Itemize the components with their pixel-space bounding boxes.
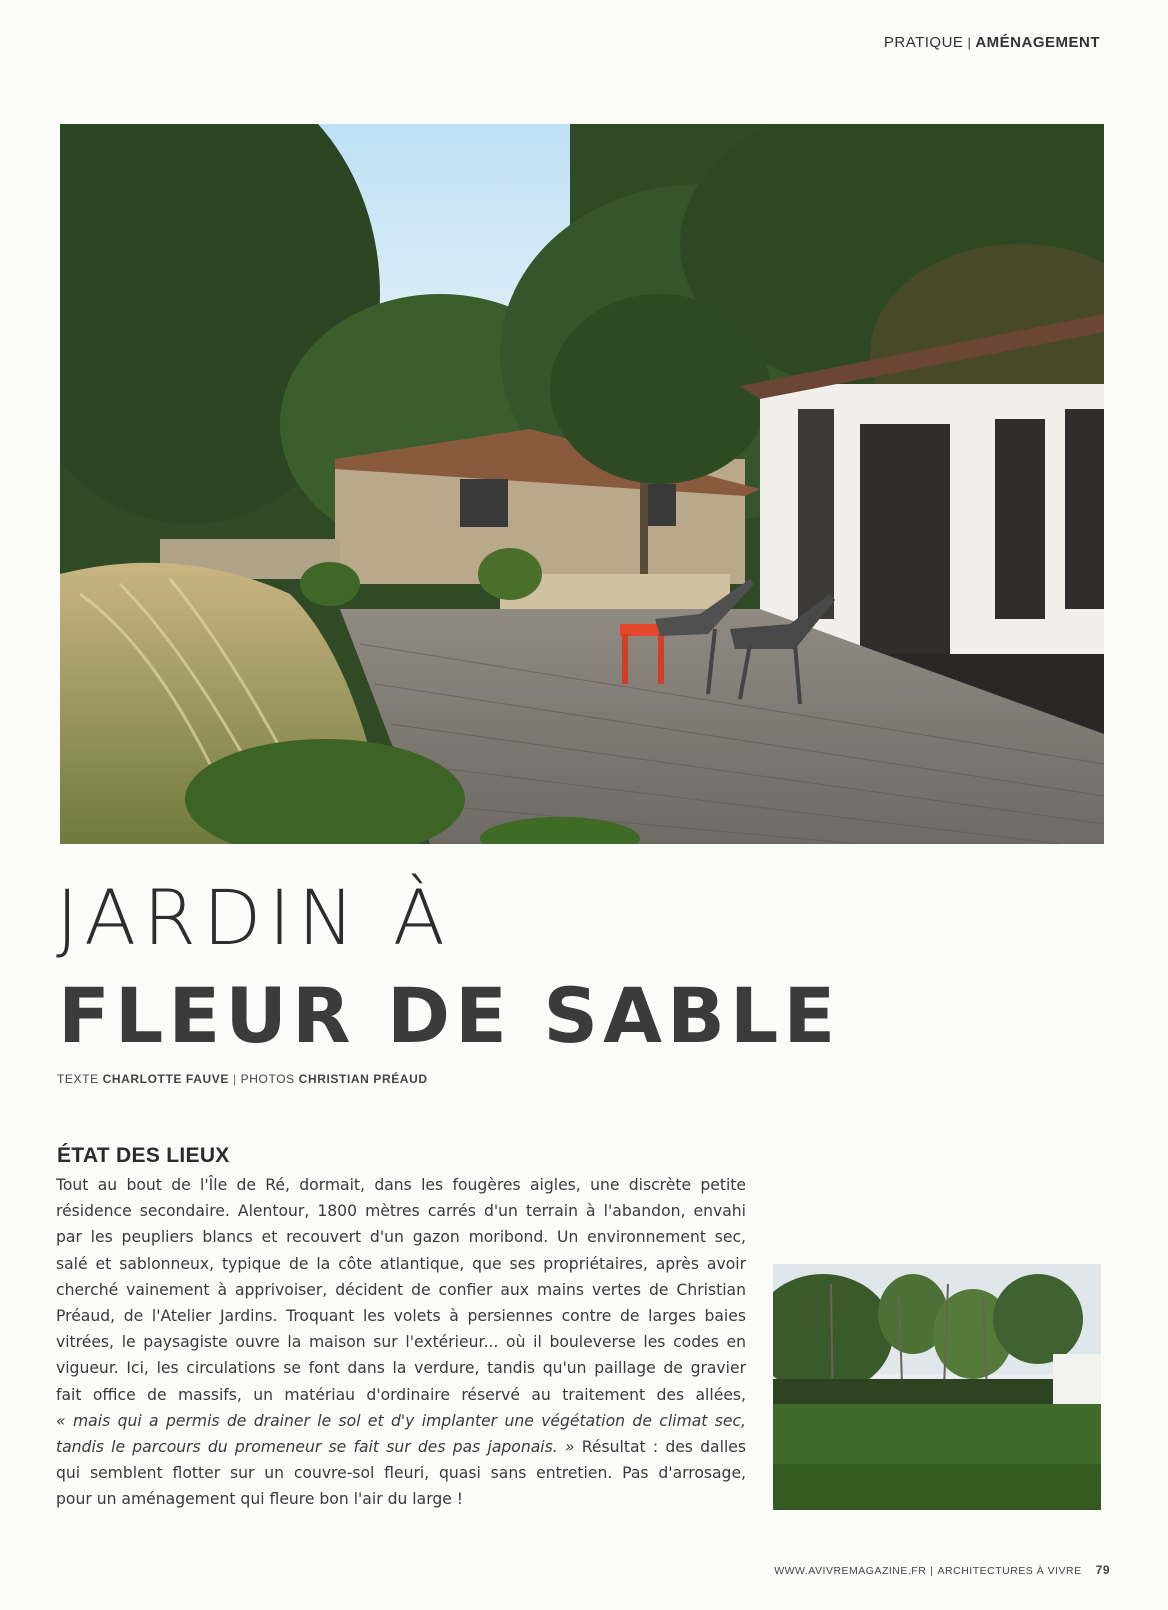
quote-text-1: « mais qui a permis de drainer le sol et d'y implanter une végétation de climat sec, — [56, 1411, 746, 1430]
body-line: cherché vainement à apprivoiser, décident de confier aux mains vertes de Christian — [56, 1280, 746, 1299]
body-line: salé et sablonneux, typique de la côte atlantique, que ses propriétaires, après avoir — [56, 1254, 746, 1273]
title-line-1: JARDIN À — [56, 873, 452, 962]
body-line-quote-end — [56, 1434, 746, 1460]
page-number: 79 — [1095, 1563, 1110, 1577]
footer-url: WWW.AVIVREMAGAZINE.FR — [774, 1565, 927, 1577]
body-line: vitrées, le paysagiste ouvre la maison sur l'extérieur... où il bouleverse les codes en — [56, 1333, 746, 1352]
article-body — [56, 1172, 746, 1513]
garden-before-photo-icon — [773, 1264, 1101, 1510]
body-line: Préaud, de l'Atelier Jardins. Troquant les volets à persiennes contre de larges baies — [56, 1307, 746, 1326]
credits-separator: | — [232, 1072, 237, 1086]
section-label: PRATIQUE — [883, 34, 964, 51]
hero-photo — [60, 124, 1104, 844]
photos-author: CHRISTIAN PRÉAUD — [298, 1072, 428, 1086]
subsection-label: AMÉNAGEMENT — [975, 34, 1100, 51]
body-line-quote — [56, 1408, 746, 1434]
body-line: Tout au bout de l'Île de Ré, dormait, dans les fougères aigles, une discrète petite — [56, 1176, 746, 1194]
body-line: résidence secondaire. Alentour, 1800 mètres carrés d'un terrain à l'abandon, envahi — [56, 1202, 746, 1221]
credits — [57, 1072, 428, 1086]
body-line: vigueur. Ici, les circulations se font dans la verdure, tandis qu'un paillage de gravier — [56, 1359, 746, 1378]
page-footer — [774, 1563, 1110, 1577]
text-author: CHARLOTTE FAUVE — [102, 1072, 229, 1086]
section-heading: ÉTAT DES LIEUX — [57, 1144, 230, 1167]
section-header — [884, 34, 1100, 51]
result-text: Résultat : des dalles — [574, 1438, 746, 1457]
body-line: fait office de massifs, un matériau d'ordinaire réservé au traitement des allées, — [56, 1385, 746, 1404]
photos-label: PHOTOS — [240, 1072, 295, 1086]
quote-text-2: tandis le parcours du promeneur se fait sur des pas japonais. » — [56, 1438, 575, 1457]
text-label: TEXTE — [57, 1072, 99, 1086]
garden-terrace-photo-icon — [60, 124, 1104, 844]
body-line-last: pour un aménagement qui fleure bon l'air du large ! — [56, 1490, 464, 1509]
body-line: qui semblent flotter sur un couvre-sol fleuri, quasi sans entretien. Pas d'arrosage, — [56, 1464, 746, 1483]
title-line-2: FLEUR DE SABLE — [58, 971, 841, 1060]
header-separator: | — [967, 35, 972, 50]
body-line: par les peupliers blancs et recouvert d'un gazon moribond. Un environnement sec, — [56, 1228, 746, 1247]
footer-separator: | — [930, 1565, 934, 1577]
footer-magazine: ARCHITECTURES À VIVRE — [937, 1565, 1082, 1577]
thumbnail-photo — [773, 1264, 1101, 1510]
